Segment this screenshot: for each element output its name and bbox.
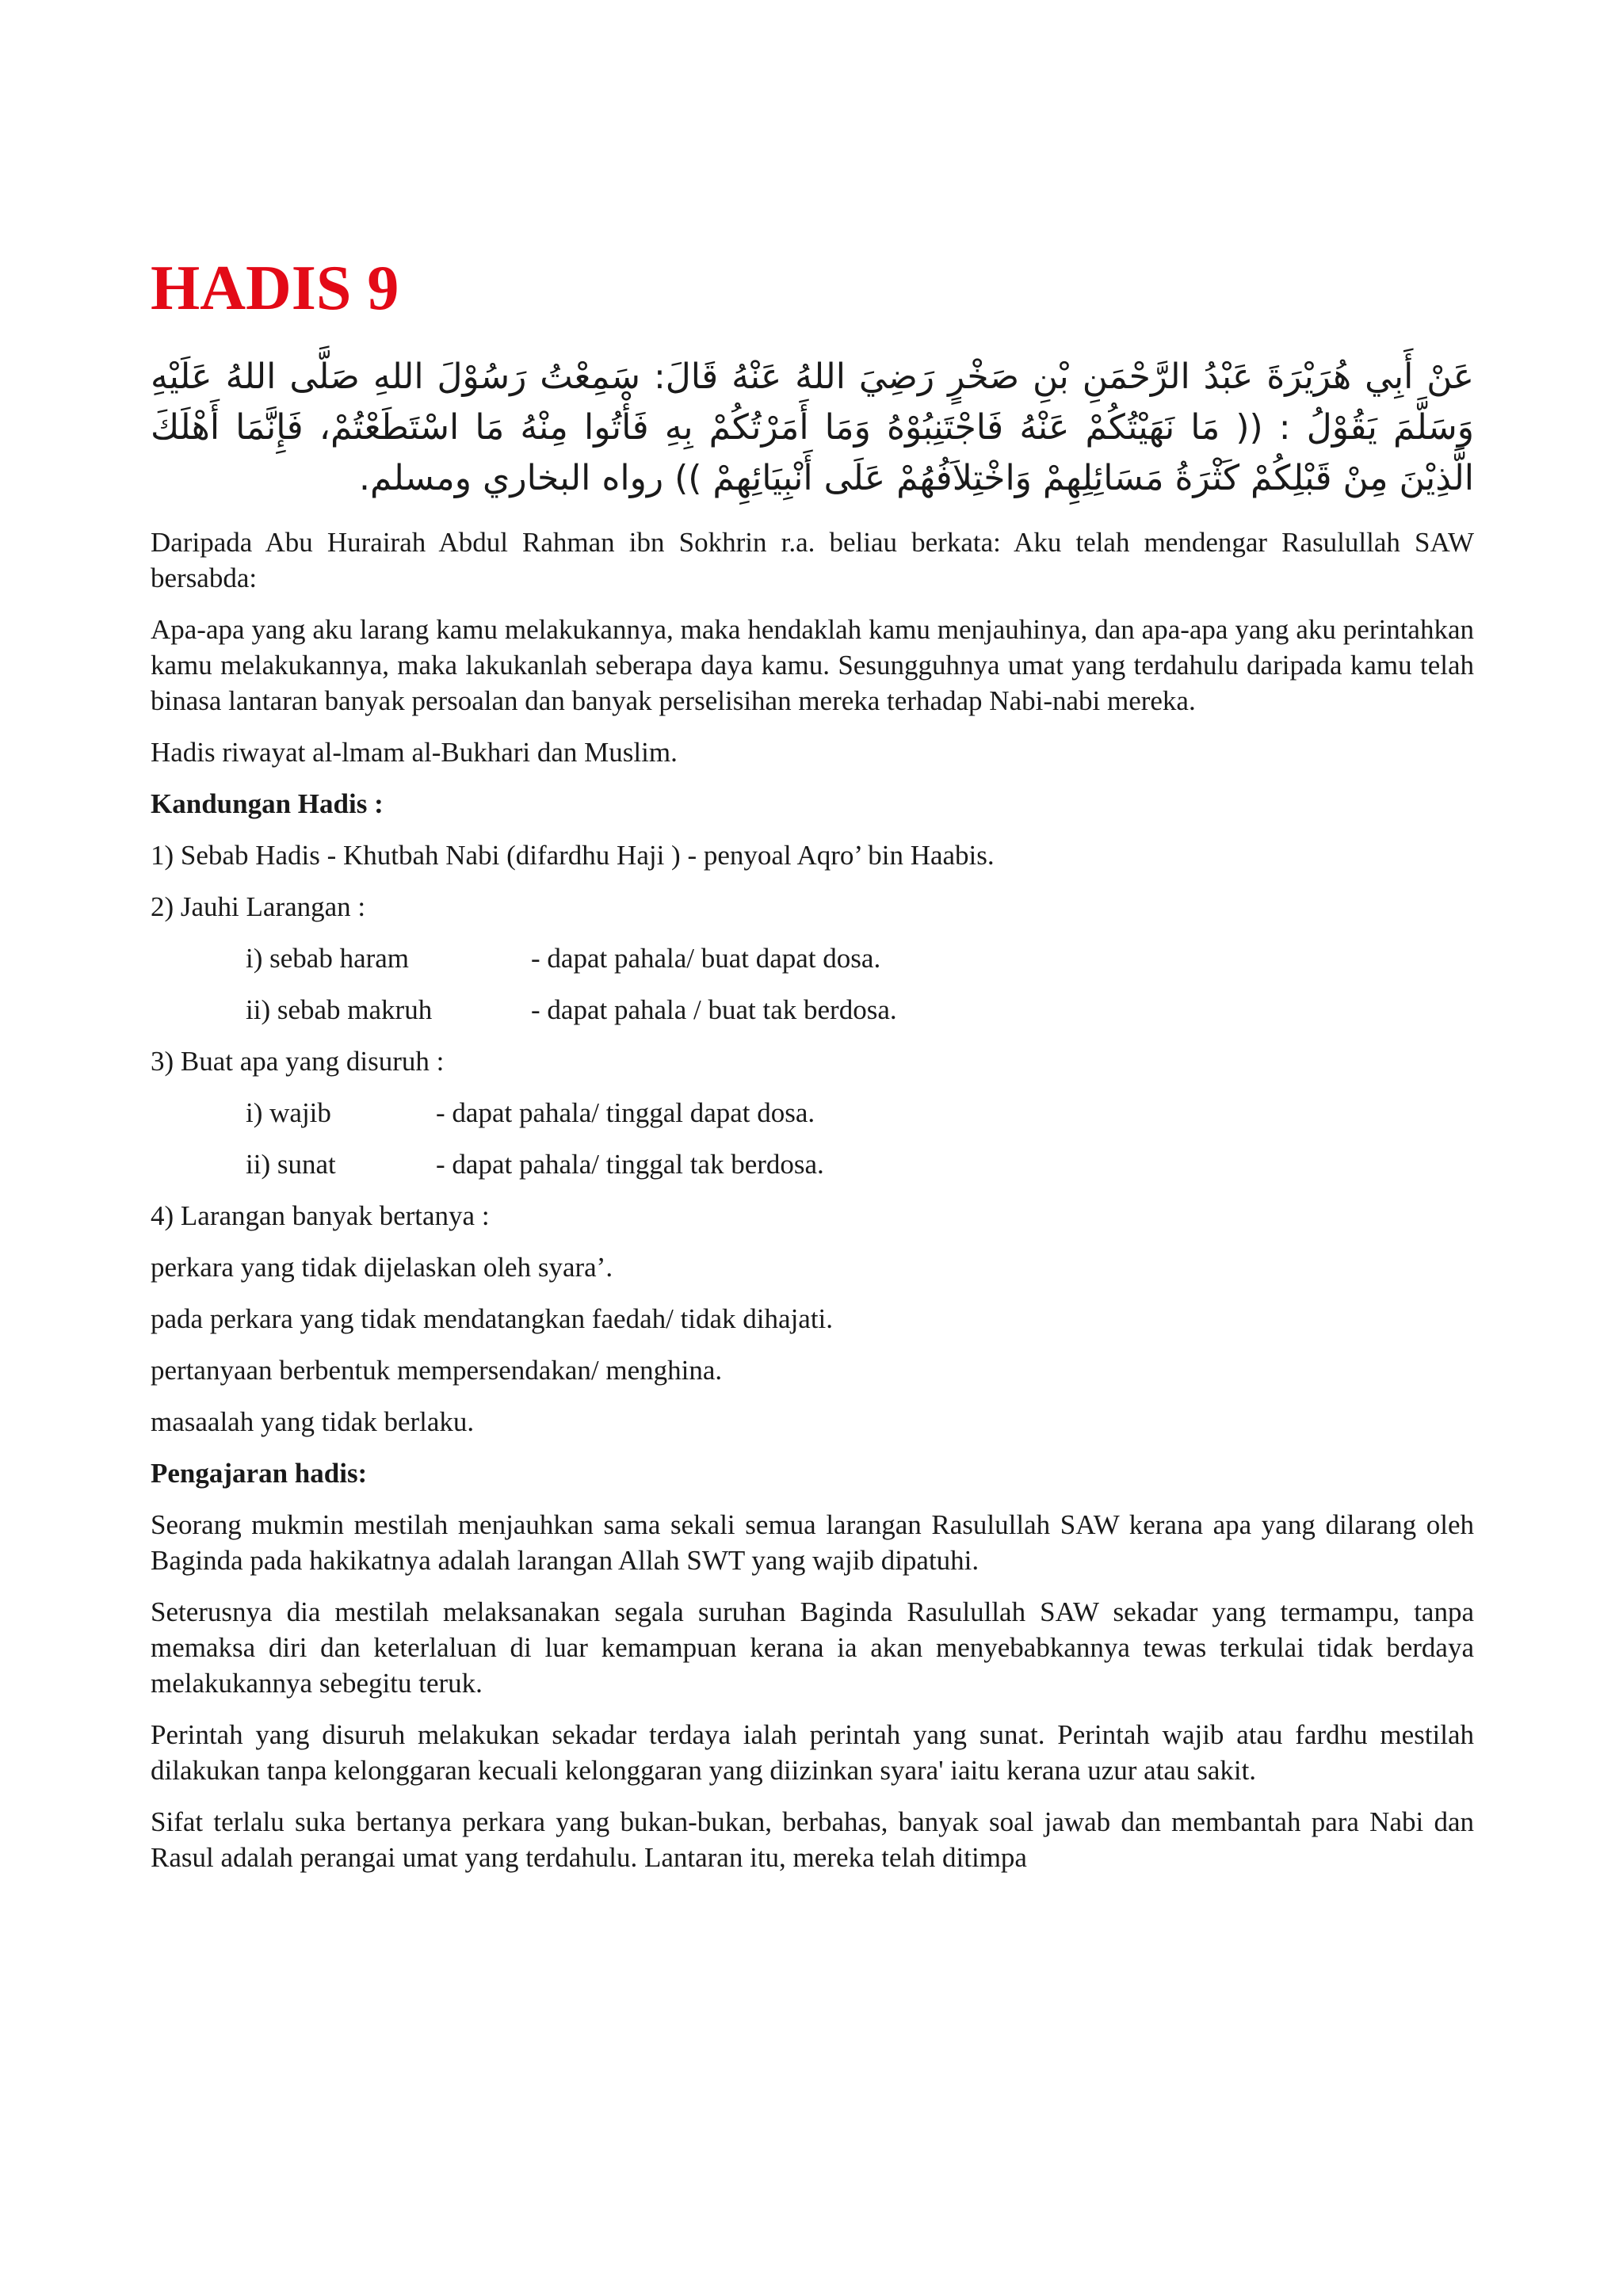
larangan-desc: - dapat pahala/ buat dapat dosa. bbox=[531, 943, 881, 974]
bertanya-item: pada perkara yang tidak mendatangkan faedah/ tidak dihajati. bbox=[151, 1303, 834, 1334]
point-4: 4) Larangan banyak bertanya : bbox=[151, 1200, 490, 1231]
bertanya-item: masaalah yang tidak berlaku. bbox=[151, 1406, 475, 1437]
suruhan-row bbox=[246, 1146, 1474, 1182]
pengajaran-paragraph: Sifat terlalu suka bertanya perkara yang bukan-bukan, berbahas, banyak soal jawab dan membantah para Nabi dan Rasul adalah perangai umat yang terdahulu. Lantaran itu, mereka telah ditimpa bbox=[151, 1806, 1474, 1873]
pengajaran-paragraph: Seterusnya dia mestilah melaksanakan segala suruhan Baginda Rasulullah SAW sekadar yang termampu, tanpa memaksa diri dan keterlaluan di luar kemampuan kerana ia akan menyebabkannya tewas terkulai tidak berdaya melakukannya sebegitu teruk. bbox=[151, 1596, 1474, 1699]
larangan-label: ii) sebab makruh bbox=[246, 994, 433, 1025]
kandungan-heading: Kandungan Hadis : bbox=[151, 788, 384, 819]
pengajaran-heading: Pengajaran hadis: bbox=[151, 1458, 368, 1489]
suruhan-desc: - dapat pahala/ tinggal tak berdosa. bbox=[436, 1149, 824, 1180]
page-title: HADIS 9 bbox=[151, 254, 399, 323]
pengajaran-paragraph: Seorang mukmin mestilah menjauhkan sama sekali semua larangan Rasulullah SAW kerana apa yang dilarang oleh Baginda pada hakikatnya adalah larangan Allah SWT yang wajib dipatuhi. bbox=[151, 1509, 1474, 1576]
suruhan-label: ii) sunat bbox=[246, 1149, 336, 1180]
translation-body: Apa-apa yang aku larang kamu melakukannya, maka hendaklah kamu menjauhinya, dan apa-apa yang aku perintahkan kamu melakukannya, maka lakukanlah seberapa daya kamu. Sesungguhnya umat yang terdahulu daripada kamu telah binasa lantaran banyak persoalan dan banyak perselisihan mereka terhadap Nabi-nabi mereka. bbox=[151, 614, 1474, 716]
pengajaran-paragraph: Perintah yang disuruh melakukan sekadar terdaya ialah perintah yang sunat. Perintah wajib atau fardhu mestilah dilakukan tanpa kelonggaran kecuali kelonggaran yang diizinkan syara' iaitu kerana uzur atau sakit. bbox=[151, 1719, 1474, 1786]
bertanya-item: pertanyaan berbentuk mempersendakan/ menghina. bbox=[151, 1355, 723, 1386]
arabic-hadith-text: عَنْ أَبِي هُرَيْرَةَ عَبْدُ الرَّحْمَنِ بْنِ صَخْرٍ رَضِيَ اللهُ عَنْهُ قَالَ: سَمِعْتُ رَسُوْلَ اللهِ صَلَّى اللهُ عَلَيْهِ وَسَلَّمَ يَقُوْلُ : (( مَا نَهَيْتُكُمْ عَنْهُ فَاجْتَنِبُوْهُ وَمَا أَمَرْتُكُمْ بِهِ فَأْتُوا مِنْهُ مَا اسْتَطَعْتُمْ، فَإِنَّمَا أَهْلَكَ الَّذِيْنَ مِنْ قَبْلِكُمْ كَثْرَةُ مَسَائِلِهِمْ وَاخْتِلاَفُهُمْ عَلَى أَنْبِيَائِهِمْ )) رواه البخاري ومسلم. bbox=[151, 357, 1474, 498]
bertanya-item: perkara yang tidak dijelaskan oleh syara’. bbox=[151, 1252, 613, 1283]
larangan-label: i) sebab haram bbox=[246, 943, 410, 974]
larangan-row bbox=[246, 992, 1474, 1028]
larangan-desc: - dapat pahala / buat tak berdosa. bbox=[531, 994, 897, 1025]
narration-line: Hadis riwayat al-lmam al-Bukhari dan Muslim. bbox=[151, 737, 678, 768]
suruhan-label: i) wajib bbox=[246, 1097, 331, 1128]
point-1: 1) Sebab Hadis - Khutbah Nabi (difardhu Haji ) - penyoal Aqro’ bin Haabis. bbox=[151, 840, 995, 871]
document-content bbox=[151, 252, 1474, 1891]
larangan-row bbox=[246, 940, 1474, 976]
suruhan-desc: - dapat pahala/ tinggal dapat dosa. bbox=[436, 1097, 815, 1128]
suruhan-row bbox=[246, 1095, 1474, 1131]
point-3: 3) Buat apa yang disuruh : bbox=[151, 1046, 445, 1077]
point-2: 2) Jauhi Larangan : bbox=[151, 891, 366, 922]
translation-intro: Daripada Abu Hurairah Abdul Rahman ibn Sokhrin r.a. beliau berkata: Aku telah mendengar Rasulullah SAW bersabda: bbox=[151, 527, 1474, 593]
